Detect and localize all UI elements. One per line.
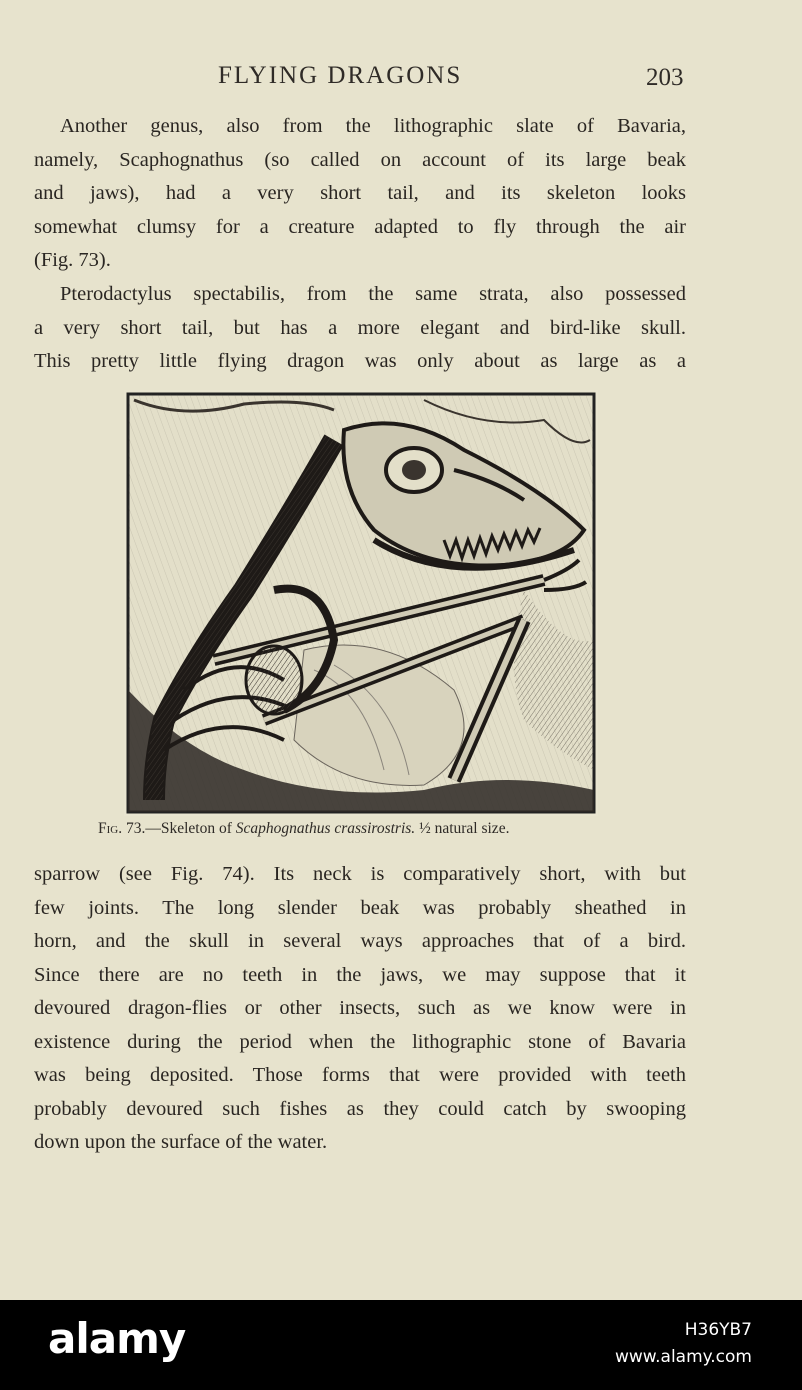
text-line: and jaws), had a very short tail, and its skeleton looks bbox=[34, 182, 686, 204]
text-line: somewhat clumsy for a creature adapted to fly through the air bbox=[34, 215, 686, 238]
alamy-logo: alamy bbox=[48, 1314, 186, 1363]
text-line: sparrow (see Fig. 74). Its neck is comparatively short, with but bbox=[34, 863, 686, 885]
caption-scale: ½ natural size. bbox=[419, 820, 510, 837]
text-line: down upon the surface of the water. bbox=[34, 1131, 328, 1153]
figure-caption bbox=[98, 820, 658, 838]
text-line: existence during the period when the lithographic stone of Bavaria bbox=[34, 1030, 686, 1053]
skeleton-illustration bbox=[124, 390, 598, 816]
text-line: (Fig. 73). bbox=[34, 249, 111, 271]
caption-species: Scaphognathus crassirostris. bbox=[235, 820, 416, 837]
caption-prefix: —Skeleton of bbox=[145, 820, 236, 837]
page-header bbox=[0, 58, 802, 98]
running-title: FLYING DRAGONS bbox=[218, 62, 463, 89]
text-line: few joints. The long slender beak was probably sheathed in bbox=[34, 896, 686, 919]
site-url: www.alamy.com bbox=[614, 1347, 752, 1367]
text-line: This pretty little flying dragon was only about as large as a bbox=[34, 350, 686, 372]
text-line: namely, Scaphognathus (so called on account of its large beak bbox=[34, 148, 686, 171]
page-number: 203 bbox=[646, 64, 684, 91]
fossil-engraving-figure bbox=[124, 390, 598, 816]
text-line: Pterodactylus spectabilis, from the same strata, also possessed bbox=[60, 283, 686, 305]
text-line: Another genus, also from the lithographic slate of Bavaria, bbox=[60, 115, 686, 137]
text-line: probably devoured such fishes as they could catch by swooping bbox=[34, 1097, 686, 1120]
paragraph-3 bbox=[34, 858, 686, 1160]
text-line: devoured dragon-flies or other insects, such as we know were in bbox=[34, 997, 686, 1019]
text-line: Since there are no teeth in the jaws, we may suppose that it bbox=[34, 963, 686, 986]
figure-label: Fig. 73. bbox=[98, 820, 146, 837]
text-line: was being deposited. Those forms that were provided with teeth bbox=[34, 1064, 686, 1086]
text-line: horn, and the skull in several ways approaches that of a bird. bbox=[34, 930, 686, 952]
watermark-bar bbox=[0, 1300, 802, 1390]
paragraph-2 bbox=[34, 278, 686, 379]
paragraph-1 bbox=[34, 110, 686, 278]
text-line: a very short tail, but has a more elegant and bird-like skull. bbox=[34, 316, 686, 339]
image-id: H36YB7 bbox=[684, 1320, 752, 1340]
